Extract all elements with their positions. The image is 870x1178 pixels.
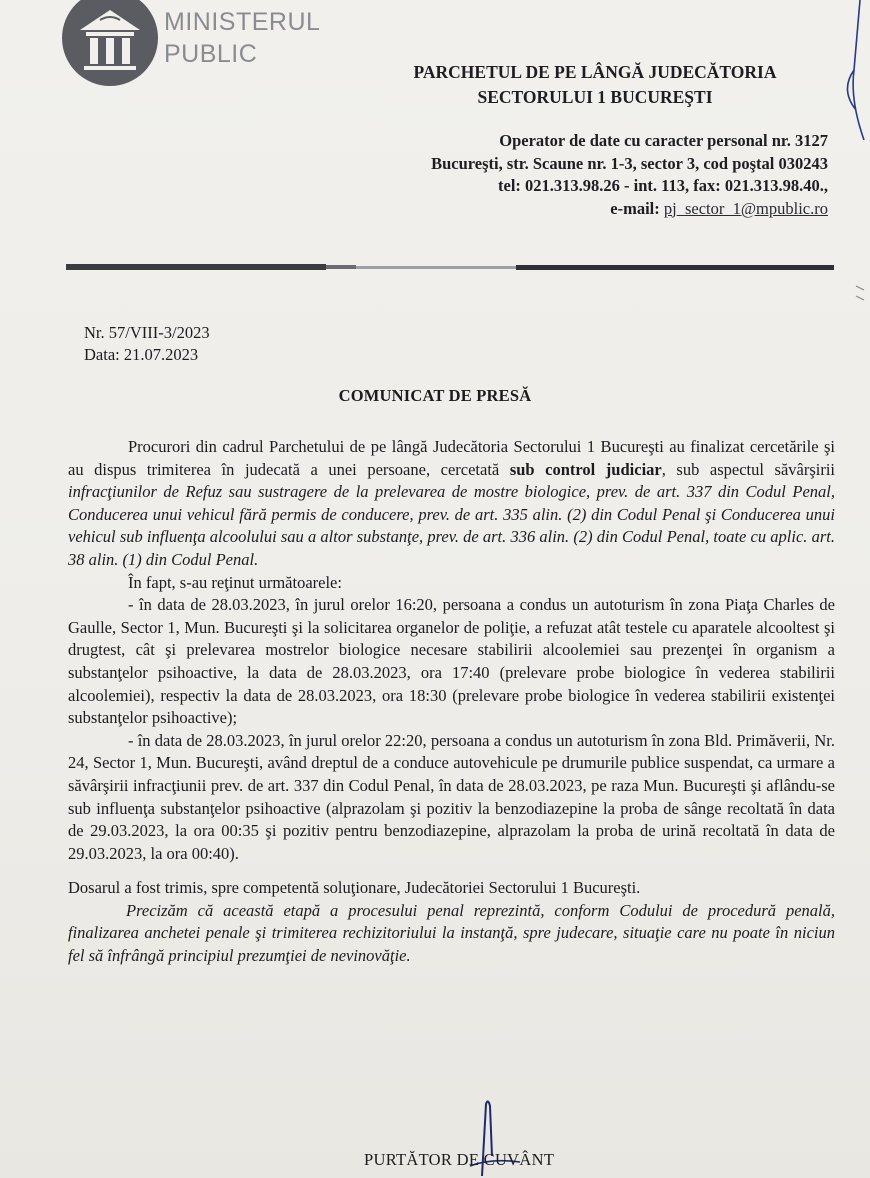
email-link[interactable]: pj_sector_1@mpublic.ro (663, 198, 828, 218)
ministerul-public-emblem-icon (60, 0, 160, 88)
institution-title-line-1: PARCHETUL DE PE LÂNGĂ JUDECĂTORIA (413, 62, 777, 82)
paragraph-intro (68, 436, 835, 572)
press-release-title: COMUNICAT DE PRESĂ (338, 386, 532, 405)
signature-title: PURTĂTOR DE CUVÂNT (364, 1150, 555, 1169)
intro-italic-text: infracţiunilor de Refuz sau sustragere de la prelevarea de mostre biologice, prev. de art. 337 din Codul Penal, Conducerea unui vehicul fără permis de conducere, prev. de art. 335 alin. (2) din Codul Penal şi Conducerea unui vehicul sub influenţa alcoolului sau a altor substanţe, prev. de art. 336 alin. (2) din Codul Penal, toate cu aplic. art. 38 alin. (1) din Codul Penal. (68, 482, 835, 569)
data-operator-line: Operator de date cu caracter personal nr. 3127 (499, 131, 828, 150)
margin-scribble (830, 0, 870, 150)
phone-fax-line: tel: 021.313.98.26 - int. 113, fax: 021.313.98.40., (498, 176, 828, 195)
intro-text-2: , sub aspectul săvârşirii (661, 459, 835, 479)
document-body (68, 436, 835, 968)
logo-line-2: PUBLIC (164, 40, 258, 68)
email-line (431, 198, 828, 221)
institution-title (330, 60, 860, 110)
document-meta (84, 322, 210, 366)
paragraph-fact-1: - în data de 28.03.2023, în jurul orelor 16:20, persoana a condus un autoturism în zona Piaţa Charles de Gaulle, Sector 1, Mun. Bucureşti şi la solicitarea organelor de poliţie, a refuzat atât testele cu aparatele alcooltest şi drugtest, cât şi prelevarea mostrelor biologice necesare stabilirii alcoolemiei sau prezenţei în organism a substanţelor psihoactive, la data de 28.03.2023, ora 17:40 (prelevare probe biologice în vederea stabilirii alcoolemiei), respectiv la data de 28.03.2023, ora 18:30 (prelevare probe biologice în vederea stabilirii existenţei substanţelor psihoactive); (68, 595, 835, 728)
intro-text: Procurori din cadrul Parchetului de pe lângă Judecătoria Sectorului 1 Bucureşti au finalizat cercetările şi au dispus trimiterea în judecată a unei persoane, cercetată (68, 437, 835, 479)
logo-line-1: MINISTERUL (164, 8, 321, 36)
paragraph-disclaimer: Precizăm că această etapă a procesului penal reprezintă, conform Codului de procedură penală, finalizarea anchetei penale şi trimiterea rechizitoriului la instanţă, spre judecare, situaţie care nu poate în niciun fel să înfrângă principiul prezumţiei de nevinovăţie. (68, 900, 835, 966)
address-line: Bucureşti, str. Scaune nr. 1-3, sector 3, cod poştal 030243 (431, 153, 828, 173)
document-number: Nr. 57/VIII-3/2023 (84, 323, 210, 342)
document-date: Data: 21.07.2023 (84, 345, 199, 364)
contact-block (431, 130, 828, 220)
intro-bold-text: sub control judiciar (509, 459, 662, 479)
paragraph-fact-2: - în data de 28.03.2023, în jurul orelor 22:20, persoana a condus un autoturism în zona Bld. Primăverii, Nr. 24, Sector 1, Mun. Bucureşti, având dreptul de a conduce autovehicule pe drumurile publice suspendat, ca urmare a săvârşirii infracţiunii prev. de art. 337 din Codul Penal, în data de 28.03.2023, pe raza Mun. Bucureşti şi aflându-se sub influenţa substanţelor psihoactive (alprazolam şi pozitiv la benzodiazepine la proba de sânge recoltată în data de 29.03.2023, la ora 00:35 şi pozitiv pentru benzodiazepine, alprazolam la proba de urină recoltată în data de 29.03.2023, la ora 00:40). (68, 730, 835, 863)
margin-mark (852, 280, 870, 310)
logo-wordmark (164, 6, 320, 70)
paragraph-referral: Dosarul a fost trimis, spre competentă soluţionare, Judecătoriei Sectorului 1 Bucureşti. (68, 878, 641, 898)
header-divider (66, 264, 834, 271)
paragraph-facts-heading: În fapt, s-au reţinut următoarele: (128, 572, 342, 592)
institution-title-line-2: SECTORULUI 1 BUCUREŞTI (477, 87, 713, 107)
email-label: e-mail: (610, 198, 660, 218)
